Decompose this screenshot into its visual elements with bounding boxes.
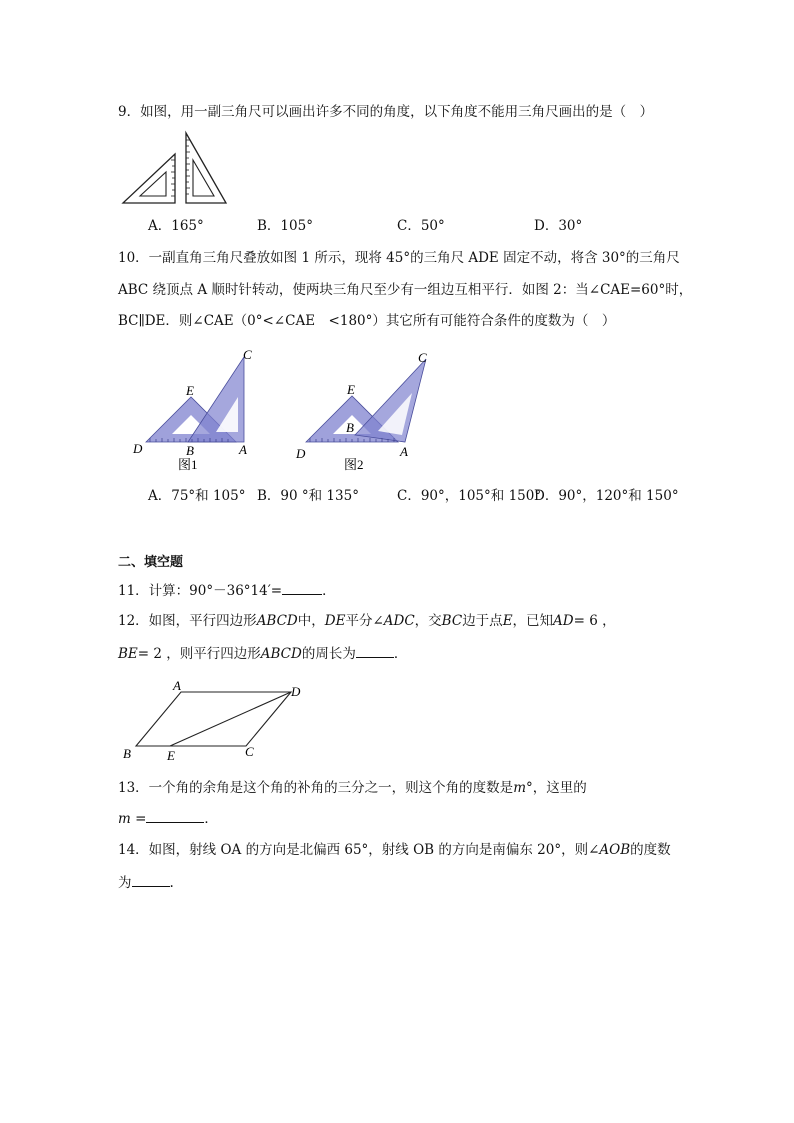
fig1-label-a: A xyxy=(239,442,247,457)
q12-line-1 xyxy=(118,611,616,631)
fig2-label-a: A xyxy=(400,444,408,459)
q13-line-1 xyxy=(118,778,587,798)
q9-option-c: C．50° xyxy=(397,218,445,234)
q10-option-b: B．90 °和 135° xyxy=(257,488,359,504)
q12-abcd-2: ABCD xyxy=(260,646,302,662)
q12-bc: BC xyxy=(441,613,463,629)
q13-answer-blank[interactable] xyxy=(146,808,204,823)
q11-end: ． xyxy=(322,583,336,599)
q12-text-e: 边于点 xyxy=(462,613,503,629)
q10-line-3: BC∥DE．则∠CAE（0°<∠CAE <180°）其它所有可能符合条件的度数为（ ） xyxy=(118,313,616,329)
q10-option-c: C．90°，105°和 150° xyxy=(397,488,542,504)
section-title: 二、填空题 xyxy=(118,555,184,570)
q12-label-a: A xyxy=(173,678,181,693)
fig2-label-b: B xyxy=(346,420,354,435)
q12-label-d: D xyxy=(291,684,301,699)
q14-aob: ∠AOB xyxy=(588,842,631,858)
q9-option-d: D．30° xyxy=(534,218,583,234)
q12-parallelogram-figure xyxy=(118,676,314,764)
q12-text-i: 的周长为 xyxy=(301,646,356,662)
q10-option-a: A．75°和 105° xyxy=(148,488,246,504)
q12-ad: AD xyxy=(553,613,574,629)
q11-line xyxy=(118,580,336,601)
q13-end: ． xyxy=(204,811,218,827)
q12-label-c: C xyxy=(245,744,254,759)
q9-stem: 9．如图，用一副三角尺可以画出许多不同的角度，以下角度不能用三角尺画出的是（ ） xyxy=(118,104,654,120)
q12-end: ． xyxy=(393,646,408,662)
q12-de: DE xyxy=(324,613,346,629)
q12-text-c: 平分 xyxy=(345,613,373,629)
q10-option-d: D．90°，120°和 150° xyxy=(534,488,679,504)
q12-answer-blank[interactable] xyxy=(356,643,394,658)
q10-line-2: ABC 绕顶点 A 顺时针转动，使两块三角尺至少有一组边互相平行．如图 2：当∠CAE=60°时， xyxy=(118,282,693,298)
fig2-label-d: D xyxy=(296,446,306,461)
q12-e: E xyxy=(502,613,513,629)
q14-end: . xyxy=(169,875,174,891)
q12-adc: ∠ADC xyxy=(372,613,415,629)
q12-text-f: ，已知 xyxy=(512,613,554,629)
q9-option-b: B．105° xyxy=(257,218,313,234)
q13-eq: = xyxy=(130,811,147,827)
q14-text-c: 为 xyxy=(118,875,132,891)
q12-text-a: 12．如图，平行四边形 xyxy=(118,613,257,629)
fig2-caption: 图2 xyxy=(344,457,364,472)
q12-text-d: ，交 xyxy=(414,613,442,629)
q12-label-b: B xyxy=(123,746,131,761)
q12-text-g: = 6 ， xyxy=(573,613,616,629)
q13-text-b: °，这里的 xyxy=(526,780,587,796)
fig1-caption: 图1 xyxy=(178,457,198,472)
q12-text-b: 中， xyxy=(297,613,325,629)
q10-figure-2 xyxy=(290,345,440,475)
q14-line-2 xyxy=(118,872,174,893)
q11-answer-blank[interactable] xyxy=(282,580,322,595)
fig1-label-e: E xyxy=(186,383,194,398)
fig1-label-c: C xyxy=(243,347,252,362)
q14-text-a: 14．如图，射线 OA 的方向是北偏西 65°，射线 OB 的方向是南偏东 20°，则 xyxy=(118,842,589,858)
q14-answer-blank[interactable] xyxy=(132,872,170,887)
fig2-label-c: C xyxy=(418,350,427,365)
q14-text-b: 的度数 xyxy=(630,842,671,858)
q10-figure-1 xyxy=(130,345,258,475)
fig1-label-d: D xyxy=(133,441,143,456)
q13-text-a: 13．一个角的余角是这个角的补角的三分之一，则这个角的度数是 xyxy=(118,780,514,796)
q13-m-2: m xyxy=(118,811,131,827)
q12-text-h: = 2 ，则平行四边形 xyxy=(137,646,261,662)
q13-m: m xyxy=(513,780,526,796)
q11-text: 11．计算：90°－36°14′= xyxy=(118,583,283,599)
q12-abcd: ABCD xyxy=(256,613,298,629)
q9-triangle-rulers-figure xyxy=(120,130,232,208)
q12-be: BE xyxy=(118,646,138,662)
q9-option-a: A．165° xyxy=(148,218,204,234)
q13-line-2 xyxy=(118,808,218,829)
q12-line-2 xyxy=(118,643,407,664)
q12-label-e: E xyxy=(167,748,175,763)
fig2-label-e: E xyxy=(347,382,355,397)
q14-line-1 xyxy=(118,840,671,860)
q10-line-1: 10．一副直角三角尺叠放如图 1 所示，现将 45°的三角尺 ADE 固定不动，将含 30°的三角尺 xyxy=(118,250,680,266)
fig1-label-b: B xyxy=(186,443,194,458)
